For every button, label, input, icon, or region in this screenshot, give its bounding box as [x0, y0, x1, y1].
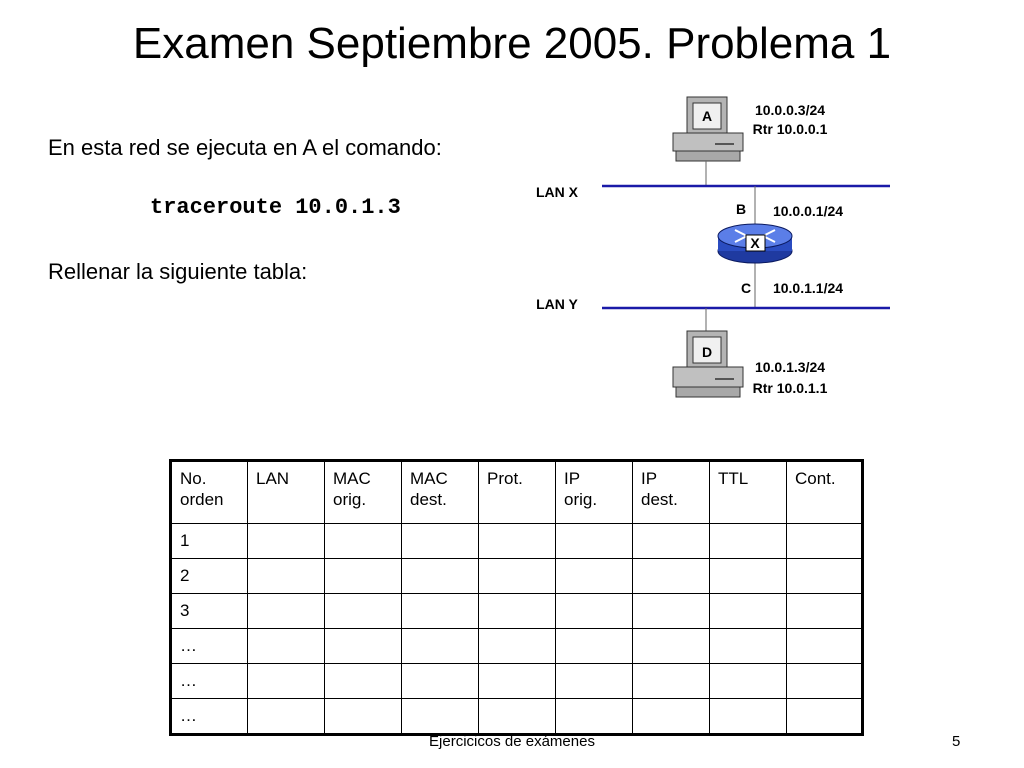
traceroute-table [169, 459, 864, 736]
table-cell [325, 594, 402, 629]
table-cell [633, 699, 710, 735]
table-cell [248, 524, 325, 559]
table-cell [325, 559, 402, 594]
table-cell [787, 664, 863, 699]
table-cell [633, 664, 710, 699]
router-port-b: B [735, 201, 747, 217]
host-d-ip: 10.0.1.3/24 [754, 359, 826, 375]
router-ip-b: 10.0.0.1/24 [772, 203, 844, 219]
table-cell [710, 594, 787, 629]
table-row [171, 664, 863, 699]
host-a-router: Rtr 10.0.0.1 [752, 121, 828, 137]
table-cell [248, 629, 325, 664]
host-a-computer-icon [673, 97, 743, 161]
table-row [171, 594, 863, 629]
table-row [171, 629, 863, 664]
table-row [171, 524, 863, 559]
router-label: X [750, 235, 760, 251]
row-number: … [171, 664, 248, 699]
row-number: … [171, 629, 248, 664]
row-number: 3 [171, 594, 248, 629]
table-row [171, 699, 863, 735]
footer-text: Ejercicicos de exámenes [429, 733, 595, 750]
table-cell [402, 664, 479, 699]
table-cell [710, 524, 787, 559]
table-cell [479, 524, 556, 559]
table-cell [325, 664, 402, 699]
header-cell-cont: Cont. [787, 461, 863, 524]
table-cell [248, 594, 325, 629]
host-a-label: A [701, 108, 713, 124]
table-cell [556, 559, 633, 594]
page-number: 5 [952, 733, 961, 750]
row-number: 2 [171, 559, 248, 594]
table-cell [787, 559, 863, 594]
row-number: … [171, 699, 248, 735]
table-cell [787, 524, 863, 559]
table-cell [787, 594, 863, 629]
table-cell [787, 699, 863, 735]
lan-y-label: LAN Y [536, 296, 578, 312]
header-cell-ip-orig: IP orig. [556, 461, 633, 524]
table-cell [479, 594, 556, 629]
table-cell [479, 664, 556, 699]
header-cell-prot: Prot. [479, 461, 556, 524]
lan-x-label: LAN X [536, 184, 578, 200]
table-cell [633, 629, 710, 664]
traceroute-command: traceroute 10.0.1.3 [150, 195, 401, 220]
table-cell [710, 559, 787, 594]
table-header-row [171, 461, 863, 524]
table-cell [325, 699, 402, 735]
table-cell [402, 524, 479, 559]
table-cell [710, 699, 787, 735]
table-cell [633, 594, 710, 629]
host-d-computer-icon [673, 331, 743, 397]
intro-text: En esta red se ejecuta en A el comando: [48, 135, 442, 160]
header-cell-lan: LAN [248, 461, 325, 524]
table-cell [556, 629, 633, 664]
host-a-ip: 10.0.0.3/24 [754, 102, 826, 118]
header-cell-ttl: TTL [710, 461, 787, 524]
host-d-router: Rtr 10.0.1.1 [752, 380, 828, 396]
table-cell [633, 524, 710, 559]
table-row [171, 559, 863, 594]
table-cell [479, 629, 556, 664]
header-cell-ip-dest: IP dest. [633, 461, 710, 524]
table-cell [556, 664, 633, 699]
instruction-text: Rellenar la siguiente tabla: [48, 259, 308, 284]
header-cell-mac-dest: MAC dest. [402, 461, 479, 524]
table-cell [556, 594, 633, 629]
table-cell [479, 699, 556, 735]
table-cell [556, 699, 633, 735]
slide-title: Examen Septiembre 2005. Problema 1 [132, 19, 892, 68]
table-cell [325, 629, 402, 664]
table-cell [633, 559, 710, 594]
table-cell [787, 629, 863, 664]
table-cell [710, 629, 787, 664]
router-port-c: C [740, 280, 752, 296]
header-cell-mac-orig: MAC orig. [325, 461, 402, 524]
table-cell [325, 524, 402, 559]
table-cell [402, 629, 479, 664]
table-cell [479, 559, 556, 594]
header-cell-no-orden: No. orden [171, 461, 248, 524]
table-cell [402, 699, 479, 735]
host-d-label: D [701, 344, 713, 360]
table-cell [556, 524, 633, 559]
table-cell [710, 664, 787, 699]
row-number: 1 [171, 524, 248, 559]
router-ip-c: 10.0.1.1/24 [772, 280, 844, 296]
table-cell [402, 559, 479, 594]
table-cell [402, 594, 479, 629]
table-cell [248, 664, 325, 699]
table-cell [248, 559, 325, 594]
table-cell [248, 699, 325, 735]
